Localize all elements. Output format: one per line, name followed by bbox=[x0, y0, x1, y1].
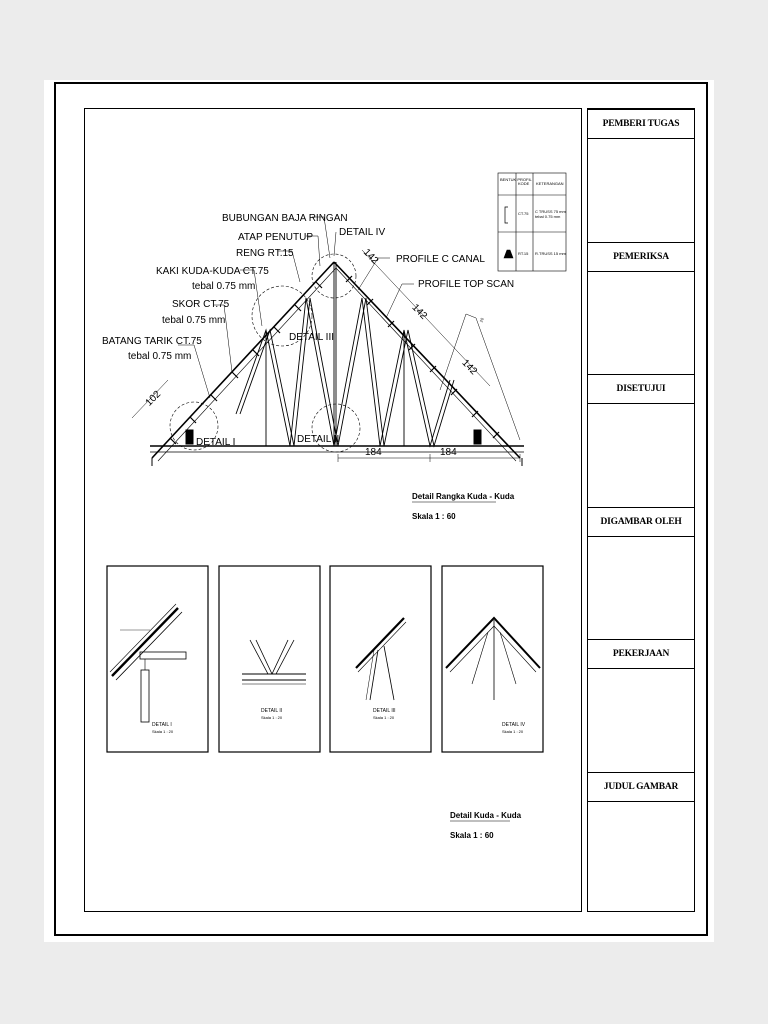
label-detail-4: DETAIL IV bbox=[339, 227, 386, 238]
legend-desc-1b: tebal 0.75 mm bbox=[535, 214, 561, 219]
legend-header-kode: KODE bbox=[518, 181, 530, 186]
legend-code-1: CT.75 bbox=[518, 211, 529, 216]
bottom-scale: Skala 1 : 60 bbox=[450, 831, 494, 840]
label-batang-1: BATANG TARIK CT.75 bbox=[102, 336, 202, 347]
detail-2-title: DETAIL II bbox=[261, 708, 283, 714]
label-detail-3: DETAIL III bbox=[289, 332, 335, 343]
bearing-left bbox=[186, 430, 193, 444]
detail-4-title: DETAIL IV bbox=[502, 722, 526, 728]
detail-1-title: DETAIL I bbox=[152, 722, 172, 728]
detail-3-scale: Skala 1 : 20 bbox=[373, 715, 395, 720]
tb-pekerjaan: PEKERJAAN bbox=[588, 639, 694, 669]
tb-pemeriksa: PEMERIKSA bbox=[588, 242, 694, 272]
label-kaki-2: tebal 0.75 mm bbox=[192, 281, 256, 292]
detail-2-drawing bbox=[242, 640, 306, 684]
label-profile-c: PROFILE C CANAL bbox=[396, 254, 485, 265]
label-bubungan: BUBUNGAN BAJA RINGAN bbox=[222, 213, 348, 224]
tb-digambar-oleh: DIGAMBAR OLEH bbox=[588, 507, 694, 537]
label-batang-2: tebal 0.75 mm bbox=[128, 351, 192, 362]
label-detail-1: DETAIL I bbox=[196, 437, 236, 448]
dim-102: 102 bbox=[143, 388, 164, 409]
label-skor-2: tebal 0.75 mm bbox=[162, 315, 226, 326]
dim-20: 20 bbox=[478, 317, 485, 323]
dim-142-b: 142 bbox=[409, 302, 430, 322]
detail-frame-2 bbox=[219, 566, 320, 752]
detail-3-drawing bbox=[356, 618, 406, 700]
label-profile-top: PROFILE TOP SCAN bbox=[418, 279, 515, 290]
detail-2-scale: Skala 1 : 20 bbox=[261, 715, 283, 720]
main-scale: Skala 1 : 60 bbox=[412, 512, 456, 521]
dim-142-c: 142 bbox=[459, 357, 479, 378]
label-skor-1: SKOR CT.75 bbox=[172, 299, 230, 310]
dim-142-a: 142 bbox=[360, 246, 381, 267]
detail-frame-4 bbox=[442, 566, 543, 752]
detail-1-scale: Skala 1 : 20 bbox=[152, 729, 174, 734]
legend-code-2: RT.15 bbox=[518, 251, 529, 256]
legend-desc-2a: R.TRUSS 15 mm bbox=[535, 251, 566, 256]
detail-4-drawing bbox=[446, 618, 540, 700]
main-title: Detail Rangka Kuda - Kuda bbox=[412, 492, 515, 501]
dim-184-b: 184 bbox=[440, 447, 457, 458]
detail-frame-3 bbox=[330, 566, 431, 752]
bottom-title: Detail Kuda - Kuda bbox=[450, 811, 522, 820]
legend-header-keterangan: KETERANGAN bbox=[536, 181, 564, 186]
label-kaki-1: KAKI KUDA-KUDA CT.75 bbox=[156, 266, 269, 277]
detail-1-drawing bbox=[110, 604, 186, 722]
label-detail-2: DETAIL II bbox=[297, 434, 340, 445]
tb-pemberi-tugas: PEMBERI TUGAS bbox=[588, 109, 694, 139]
profile-legend bbox=[498, 173, 566, 271]
legend-desc-1a: C TRUSS 75 mm bbox=[535, 209, 566, 214]
rafter-right bbox=[334, 262, 520, 458]
dim-184-a: 184 bbox=[365, 447, 382, 458]
tb-disetujui: DISETUJUI bbox=[588, 374, 694, 404]
label-reng: RENG RT.15 bbox=[236, 248, 294, 259]
tb-judul-gambar: JUDUL GAMBAR bbox=[588, 772, 694, 802]
legend-header-bentuk: BENTUK PROFIL bbox=[500, 177, 532, 182]
label-atap: ATAP PENUTUP bbox=[238, 232, 314, 243]
detail-3-title: DETAIL III bbox=[373, 708, 396, 714]
bearing-right bbox=[474, 430, 481, 444]
detail-4-scale: Skala 1 : 20 bbox=[502, 729, 524, 734]
